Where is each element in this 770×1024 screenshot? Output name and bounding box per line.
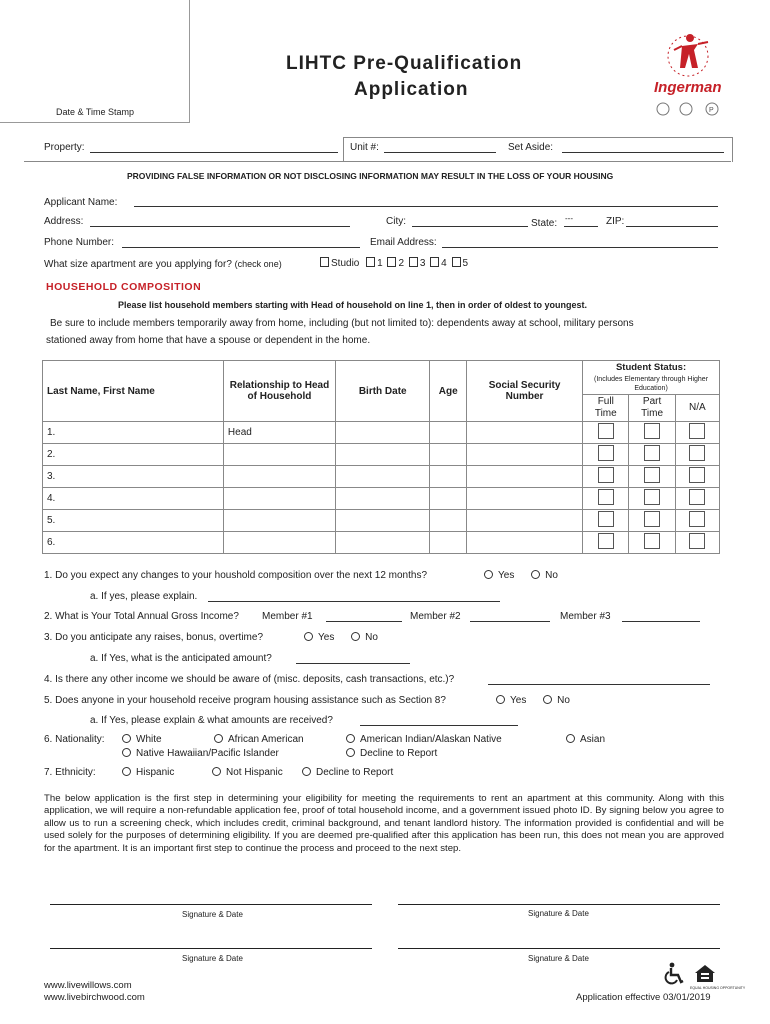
unit-label: Unit #: xyxy=(350,142,379,153)
row-2-ssn-cell[interactable] xyxy=(467,444,583,466)
row-5-full-time-cell xyxy=(583,510,629,532)
ethnicity-option xyxy=(302,767,393,779)
size-studio-label: Studio xyxy=(331,258,360,269)
phone-field[interactable] xyxy=(122,247,360,248)
phone-label: Phone Number: xyxy=(44,237,115,248)
row-4-relationship-cell[interactable] xyxy=(223,488,335,510)
size-1-checkbox[interactable] xyxy=(366,257,375,267)
date-stamp-box xyxy=(0,0,190,123)
row-6-relationship-cell[interactable] xyxy=(223,532,335,554)
full-time-checkbox[interactable] xyxy=(598,489,614,505)
size-2-checkbox[interactable] xyxy=(387,257,396,267)
row-2-full-time-cell xyxy=(583,444,629,466)
zip-field[interactable] xyxy=(626,226,718,227)
nationality-option xyxy=(122,734,162,746)
date-stamp-label: Date & Time Stamp xyxy=(56,107,135,117)
row-1-age-cell[interactable] xyxy=(430,422,467,444)
size-3-label: 3 xyxy=(419,258,426,269)
size-2-label: 2 xyxy=(398,258,405,269)
nationality-asian-label: Asian xyxy=(580,734,606,745)
row-1-relationship-cell[interactable]: Head xyxy=(223,422,335,444)
part-time-checkbox[interactable] xyxy=(644,423,660,439)
table-row xyxy=(43,466,720,488)
row-1-birth-cell[interactable] xyxy=(336,422,430,444)
row-3-na-cell xyxy=(675,466,719,488)
row-6-birth-cell[interactable] xyxy=(336,532,430,554)
signature-label-2: Signature & Date xyxy=(528,909,589,918)
ethnicity-not-hispanic-radio[interactable] xyxy=(212,767,221,776)
table-row xyxy=(43,422,720,444)
ethnicity-option xyxy=(212,767,283,779)
website-link-birchwood[interactable]: www.livebirchwood.com xyxy=(44,992,145,1003)
state-field[interactable] xyxy=(564,226,598,227)
q2-label: 2. What is Your Total Annual Gross Income? xyxy=(44,611,239,622)
table-row xyxy=(43,488,720,510)
svg-text:P: P xyxy=(709,107,714,114)
nationality-asian-radio[interactable] xyxy=(566,734,575,743)
nationality-option xyxy=(346,734,502,746)
part-time-checkbox[interactable] xyxy=(644,511,660,527)
nationality-option xyxy=(122,748,279,760)
title-line2: Application xyxy=(354,79,469,100)
nationality-option xyxy=(566,734,605,746)
q1-yes-radio[interactable] xyxy=(484,570,493,579)
q1-label: 1. Do you expect any changes to your houshold composition over the next 12 months? xyxy=(44,570,428,581)
title-line1: LIHTC Pre-Qualification xyxy=(286,53,523,74)
row-4-part-time-cell xyxy=(629,488,675,510)
q3-options xyxy=(304,632,378,644)
signature-label-4: Signature & Date xyxy=(528,954,589,963)
setaside-label: Set Aside: xyxy=(508,142,554,153)
row-3-age-cell[interactable] xyxy=(430,466,467,488)
row-2-birth-cell[interactable] xyxy=(336,444,430,466)
q5-yes-radio[interactable] xyxy=(496,695,505,704)
ethnicity-hispanic-radio[interactable] xyxy=(122,767,131,776)
check-one-note: (check one) xyxy=(234,259,282,269)
col-age-header: Age xyxy=(430,361,467,422)
size-4-label: 4 xyxy=(441,258,447,269)
col-part-time-header: Part Time xyxy=(629,394,675,421)
signature-label-3: Signature & Date xyxy=(182,954,243,963)
row-5-relationship-cell[interactable] xyxy=(223,510,335,532)
email-field[interactable] xyxy=(442,247,718,248)
full-time-checkbox[interactable] xyxy=(598,511,614,527)
ethnicity-not-hispanic-label: Not Hispanic xyxy=(226,767,283,778)
row-3-relationship-cell[interactable] xyxy=(223,466,335,488)
na-checkbox[interactable] xyxy=(689,423,705,439)
row-1-ssn-cell[interactable] xyxy=(467,422,583,444)
q5-no-label: No xyxy=(557,695,570,706)
logo-text: Ingerman xyxy=(654,79,722,96)
q6-label: 6. Nationality: xyxy=(44,734,105,745)
property-field[interactable] xyxy=(90,152,338,153)
table-row xyxy=(43,532,720,554)
size-3-checkbox[interactable] xyxy=(409,257,418,267)
row-3-part-time-cell xyxy=(629,466,675,488)
row-1-part-time-cell xyxy=(629,422,675,444)
q3-yes-radio[interactable] xyxy=(304,632,313,641)
row-2-na-cell xyxy=(675,444,719,466)
col-full-time-header: Full Time xyxy=(583,394,629,421)
row-6-na-cell xyxy=(675,532,719,554)
member2-field[interactable] xyxy=(470,621,550,622)
member3-field[interactable] xyxy=(622,621,700,622)
ethnicity-hispanic-label: Hispanic xyxy=(136,767,175,778)
nationality-hawaiian-radio[interactable] xyxy=(122,748,131,757)
row-4-full-time-cell xyxy=(583,488,629,510)
q5-label: 5. Does anyone in your household receive program housing assistance such as Section 8? xyxy=(44,695,446,706)
q1-options xyxy=(484,570,558,582)
row-2-age-cell[interactable] xyxy=(430,444,467,466)
row-3-birth-cell[interactable] xyxy=(336,466,430,488)
q1-yes-label: Yes xyxy=(498,570,515,581)
q5a-field[interactable] xyxy=(360,725,518,726)
row-3-name-cell[interactable]: 3. xyxy=(43,466,224,488)
q3-no-label: No xyxy=(365,632,378,643)
nationality-american-indian-label: American Indian/Alaskan Native xyxy=(360,734,502,745)
applicant-name-label: Applicant Name: xyxy=(44,197,118,208)
apartment-size-question xyxy=(44,258,282,271)
row-6-full-time-cell xyxy=(583,532,629,554)
nationality-american-indian-radio[interactable] xyxy=(346,734,355,743)
disclaimer-text: The below application is the first step in determining your eligibility for meeting the requirements to rent an apartment at this community. Along with this application, we will require a non-refundable application fee, proof of total household income, and a government issued photo ID. By signing below you agree to allow us to run a screening check, which includes credit, criminal background, and tenant landlord history. The information provided is confidential and will be used solely for the purposes of determining eligibility. If you are deemed pre-qualified after this application has been run, this does not mean you are approved for the apartment. It is an important first step to continue the process and proceed to the next step. xyxy=(44,793,724,854)
equal-housing-text: EQUAL HOUSING OPPORTUNITY xyxy=(690,986,746,990)
row-2-name-cell[interactable]: 2. xyxy=(43,444,224,466)
row-1-name-cell[interactable]: 1. xyxy=(43,422,224,444)
apartment-size-label: What size apartment are you applying for? xyxy=(44,259,232,270)
row-4-name-cell[interactable]: 4. xyxy=(43,488,224,510)
member2-label: Member #2 xyxy=(410,611,461,622)
household-table xyxy=(42,360,720,554)
ethnicity-decline-radio[interactable] xyxy=(302,767,311,776)
q5-yes-label: Yes xyxy=(510,695,527,706)
applicant-name-field[interactable] xyxy=(134,206,718,207)
q5-options xyxy=(496,695,570,707)
q1-no-label: No xyxy=(545,570,558,581)
q5-no-radio[interactable] xyxy=(543,695,552,704)
q5a-label: a. If Yes, please explain & what amounts are received? xyxy=(90,715,333,726)
row-4-ssn-cell[interactable] xyxy=(467,488,583,510)
row-6-part-time-cell xyxy=(629,532,675,554)
property-row-divider xyxy=(24,161,731,162)
state-label: State: xyxy=(531,218,558,229)
household-subheading: Please list household members starting with Head of household on line 1, then in order of oldest to youngest. xyxy=(118,300,588,310)
nationality-decline-label: Decline to Report xyxy=(360,748,438,759)
size-1-label: 1 xyxy=(377,258,383,269)
nationality-white-radio[interactable] xyxy=(122,734,131,743)
table-row xyxy=(43,444,720,466)
ingerman-logo xyxy=(652,28,732,118)
state-value[interactable]: --- xyxy=(565,214,573,223)
row-1-full-time-cell xyxy=(583,422,629,444)
row-6-ssn-cell[interactable] xyxy=(467,532,583,554)
household-note-line2: stationed away from home that have a spouse or dependent in the home. xyxy=(46,335,371,346)
row-3-full-time-cell xyxy=(583,466,629,488)
signature-line-3[interactable] xyxy=(50,948,372,949)
q3-yes-label: Yes xyxy=(318,632,335,643)
website-link-willows[interactable]: www.livewillows.com xyxy=(44,980,132,991)
apartment-size-options xyxy=(318,258,468,270)
household-heading: HOUSEHOLD COMPOSITION xyxy=(46,281,202,293)
accessibility-icon xyxy=(664,962,686,986)
row-4-birth-cell[interactable] xyxy=(336,488,430,510)
full-time-checkbox[interactable] xyxy=(598,533,614,549)
row-3-ssn-cell[interactable] xyxy=(467,466,583,488)
row-4-na-cell xyxy=(675,488,719,510)
signature-line-1[interactable] xyxy=(50,904,372,905)
na-checkbox[interactable] xyxy=(689,511,705,527)
size-4-checkbox[interactable] xyxy=(430,257,439,267)
part-time-checkbox[interactable] xyxy=(644,467,660,483)
household-note-line1: Be sure to include members temporarily away from home, including (but not limited to): dependents away at school, military persons xyxy=(50,318,634,329)
email-label: Email Address: xyxy=(370,237,437,248)
nationality-option xyxy=(214,734,304,746)
size-5-label: 5 xyxy=(462,258,469,269)
ethnicity-decline-label: Decline to Report xyxy=(316,767,394,778)
row-6-name-cell[interactable]: 6. xyxy=(43,532,224,554)
address-field[interactable] xyxy=(90,226,350,227)
row-5-name-cell[interactable]: 5. xyxy=(43,510,224,532)
student-status-note: (Includes Elementary through Higher Education) xyxy=(583,374,720,394)
size-studio-checkbox[interactable] xyxy=(320,257,329,267)
row-5-na-cell xyxy=(675,510,719,532)
row-2-part-time-cell xyxy=(629,444,675,466)
na-checkbox[interactable] xyxy=(689,533,705,549)
member1-field[interactable] xyxy=(326,621,402,622)
q4-field[interactable] xyxy=(488,684,710,685)
na-checkbox[interactable] xyxy=(689,489,705,505)
nationality-decline-radio[interactable] xyxy=(346,748,355,757)
effective-date: Application effective 03/01/2019 xyxy=(576,992,711,1003)
signature-line-4[interactable] xyxy=(398,948,720,949)
q1-no-radio[interactable] xyxy=(531,570,540,579)
row-4-age-cell[interactable] xyxy=(430,488,467,510)
row-5-ssn-cell[interactable] xyxy=(467,510,583,532)
equal-housing-icon xyxy=(692,962,718,988)
nationality-white-label: White xyxy=(136,734,162,745)
nationality-option xyxy=(346,748,437,760)
table-row xyxy=(43,510,720,532)
col-na-header: N/A xyxy=(675,394,719,421)
student-status-header: Student Status: xyxy=(583,361,720,375)
col-ssn-header: Social Security Number xyxy=(467,361,583,422)
q7-label: 7. Ethnicity: xyxy=(44,767,96,778)
row-2-relationship-cell[interactable] xyxy=(223,444,335,466)
size-5-checkbox[interactable] xyxy=(452,257,461,267)
row-5-birth-cell[interactable] xyxy=(336,510,430,532)
property-label: Property: xyxy=(44,142,85,153)
ethnicity-option xyxy=(122,767,174,779)
col-relationship-header: Relationship to Head of Household xyxy=(223,361,335,422)
q4-label: 4. Is there any other income we should be aware of (misc. deposits, cash transactions, etc.)? xyxy=(44,674,455,685)
q3a-label: a. If Yes, what is the anticipated amount? xyxy=(90,653,272,664)
part-time-checkbox[interactable] xyxy=(644,445,660,461)
q3-label: 3. Do you anticipate any raises, bonus, overtime? xyxy=(44,632,264,643)
part-time-checkbox[interactable] xyxy=(644,533,660,549)
q3a-field[interactable] xyxy=(296,663,410,664)
full-time-checkbox[interactable] xyxy=(598,467,614,483)
member3-label: Member #3 xyxy=(560,611,611,622)
na-checkbox[interactable] xyxy=(689,467,705,483)
setaside-field[interactable] xyxy=(562,152,724,153)
full-time-checkbox[interactable] xyxy=(598,445,614,461)
col-birth-header: Birth Date xyxy=(336,361,430,422)
signature-label-1: Signature & Date xyxy=(182,910,243,919)
part-time-checkbox[interactable] xyxy=(644,489,660,505)
col-name-header: Last Name, First Name xyxy=(43,361,224,422)
nationality-african-american-label: African American xyxy=(228,734,304,745)
q1a-label: a. If yes, please explain. xyxy=(90,591,198,602)
unit-field[interactable] xyxy=(384,152,496,153)
warning-text: PROVIDING FALSE INFORMATION OR NOT DISCLOSING INFORMATION MAY RESULT IN THE LOSS OF YOUR HOUSING xyxy=(127,171,614,181)
city-label: City: xyxy=(386,216,406,227)
address-label: Address: xyxy=(44,216,84,227)
signature-line-2[interactable] xyxy=(398,904,720,905)
q3-no-radio[interactable] xyxy=(351,632,360,641)
row-5-age-cell[interactable] xyxy=(430,510,467,532)
row-6-age-cell[interactable] xyxy=(430,532,467,554)
city-field[interactable] xyxy=(412,226,528,227)
full-time-checkbox[interactable] xyxy=(598,423,614,439)
q1a-field[interactable] xyxy=(208,601,500,602)
member1-label: Member #1 xyxy=(262,611,313,622)
na-checkbox[interactable] xyxy=(689,445,705,461)
nationality-african-american-radio[interactable] xyxy=(214,734,223,743)
row-5-part-time-cell xyxy=(629,510,675,532)
row-1-na-cell xyxy=(675,422,719,444)
nationality-hawaiian-label: Native Hawaiian/Pacific Islander xyxy=(136,748,279,759)
zip-label: ZIP: xyxy=(606,216,625,227)
